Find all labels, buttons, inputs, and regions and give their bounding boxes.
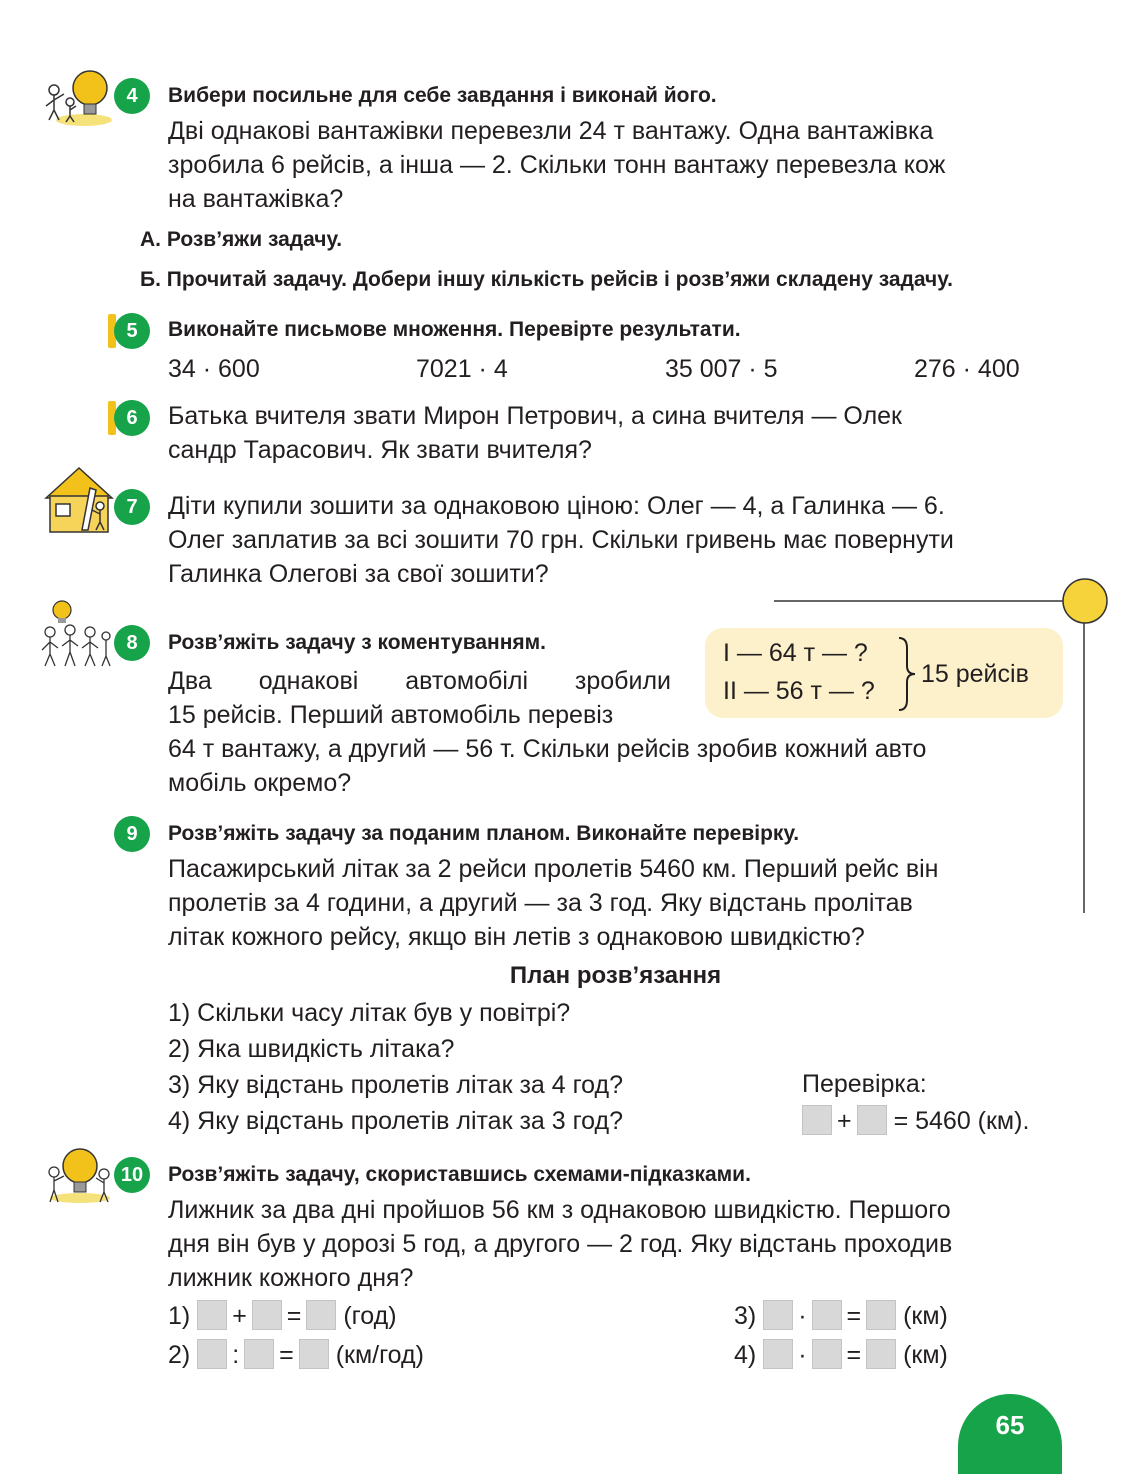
- task-6-text: [168, 399, 1058, 467]
- task-4-line: на вантажівка?: [168, 185, 344, 213]
- check-label: Перевірка:: [802, 1070, 927, 1098]
- answer-box[interactable]: [252, 1300, 282, 1330]
- task-8-illustration: [40, 598, 114, 668]
- operator: +: [232, 1302, 247, 1330]
- task-8-line: [168, 664, 671, 698]
- task-4-line: зробила 6 рейсів, а інша — 2. Скільки тонн вантажу перевезла кож: [168, 151, 946, 179]
- equals-sign: =: [286, 1302, 302, 1330]
- task-4-text: [168, 114, 1068, 216]
- task-9-heading: Розв’яжіть задачу за поданим планом. Виконайте перевірку.: [168, 822, 800, 845]
- task-8-line: 64 т вантажу, а другий — 56 т. Скільки рейсів зробив кожний авто: [168, 735, 927, 763]
- operator: ·: [798, 1302, 807, 1330]
- task-4-option-b: Б. Прочитай задачу. Добери іншу кількість рейсів і розв’яжи складену задачу.: [140, 268, 953, 291]
- task-9-line: пролетів за 4 години, а другий — за 3 год. Яку відстань пролітав: [168, 889, 913, 917]
- task-8-number-badge: 8: [114, 625, 150, 661]
- task-5-number-badge: 5: [114, 313, 150, 349]
- answer-box[interactable]: [812, 1339, 842, 1369]
- operator: :: [232, 1341, 240, 1369]
- equation-number: 3): [734, 1302, 757, 1330]
- task-9-line: літак кожного рейсу, якщо він летів з однаковою швидкістю?: [168, 923, 865, 951]
- task-8-line-text: Два однакові автомобілі зробили: [168, 667, 671, 695]
- unit: (км): [903, 1302, 948, 1330]
- answer-box[interactable]: [857, 1105, 887, 1135]
- task-5-expression: 34 · 600: [168, 355, 260, 383]
- task-10-illustration: [42, 1146, 114, 1204]
- answer-box[interactable]: [802, 1105, 832, 1135]
- answer-box[interactable]: [866, 1300, 896, 1330]
- task-10-line: дня він був у дорозі 5 год, а другого — 2 год. Яку відстань проходив: [168, 1230, 953, 1258]
- plan-item: 1) Скільки часу літак був у повітрі?: [168, 999, 571, 1027]
- task-7-illustration: [42, 464, 116, 534]
- task-8-heading: Розв’яжіть задачу з коментуванням.: [168, 631, 546, 654]
- task-10-line: Лижник за два дні пройшов 56 км з однаковою швидкістю. Першого: [168, 1196, 951, 1224]
- unit: (год): [343, 1302, 397, 1330]
- task-9-number-badge: 9: [114, 816, 150, 852]
- plan-item: 4) Яку відстань пролетів літак за 3 год?: [168, 1107, 624, 1135]
- equation-number: 2): [168, 1341, 191, 1369]
- task-4-illustration: [40, 64, 112, 126]
- answer-box[interactable]: [306, 1300, 336, 1330]
- page-number-tab: [958, 1394, 1062, 1474]
- task-4-number-badge: 4: [114, 78, 150, 114]
- task-5-expression: 7021 · 4: [416, 355, 508, 383]
- task-5-expression: 276 · 400: [914, 355, 1020, 383]
- task-10-number-badge: 10: [114, 1157, 150, 1193]
- answer-box[interactable]: [197, 1300, 227, 1330]
- task-6-line: Батька вчителя звати Мирон Петрович, а сина вчителя — Олек: [168, 402, 902, 430]
- task-9-text: [168, 852, 1068, 954]
- scheme-row-first: I — 64 т — ?: [723, 639, 868, 667]
- plan-item: 2) Яка швидкість літака?: [168, 1035, 455, 1063]
- scheme-row-second: II — 56 т — ?: [723, 677, 875, 705]
- plan-item: 3) Яку відстань пролетів літак за 4 год?: [168, 1071, 624, 1099]
- scheme-total: 15 рейсів: [921, 660, 1029, 688]
- equation-number: 1): [168, 1302, 191, 1330]
- equation-2: [168, 1337, 424, 1373]
- plus-sign: +: [837, 1107, 852, 1135]
- task-7-line: Галинка Олегові за свої зошити?: [168, 560, 549, 588]
- task-6-number-badge: 6: [114, 400, 150, 436]
- equation-number: 4): [734, 1341, 757, 1369]
- equation-3: [734, 1298, 948, 1334]
- task-6-line: сандр Тарасович. Як звати вчителя?: [168, 436, 592, 464]
- operator: ·: [798, 1341, 807, 1369]
- task-10-text: [168, 1193, 1068, 1295]
- task-4-line: Дві однакові вантажівки перевезли 24 т вантажу. Одна вантажівка: [168, 117, 934, 145]
- task-10-line: лижник кожного дня?: [168, 1264, 414, 1292]
- answer-box[interactable]: [763, 1339, 793, 1369]
- answer-box[interactable]: [866, 1339, 896, 1369]
- task-8-line: мобіль окремо?: [168, 769, 352, 797]
- scheme-brace: [897, 636, 917, 712]
- answer-box[interactable]: [812, 1300, 842, 1330]
- task-10-heading: Розв’яжіть задачу, скориставшись схемами-підказками.: [168, 1163, 751, 1186]
- equals-sign: =: [846, 1302, 862, 1330]
- equals-sign: =: [846, 1341, 862, 1369]
- plan-list: [168, 995, 623, 1139]
- task-7-line: Діти купили зошити за однаковою ціною: Олег — 4, а Галинка — 6.: [168, 492, 945, 520]
- answer-box[interactable]: [763, 1300, 793, 1330]
- answer-box[interactable]: [299, 1339, 329, 1369]
- check-result: = 5460 (км).: [893, 1107, 1030, 1135]
- answer-box[interactable]: [244, 1339, 274, 1369]
- equals-sign: =: [279, 1341, 294, 1369]
- page-number: 65: [995, 1410, 1025, 1440]
- task-7-text: [168, 489, 1068, 591]
- equation-4: [734, 1337, 948, 1373]
- unit: (км): [903, 1341, 948, 1369]
- check-equation: [802, 1103, 1029, 1139]
- task-4-heading: Вибери посильне для себе завдання і виконай його.: [168, 84, 717, 107]
- answer-box[interactable]: [197, 1339, 227, 1369]
- task-8-scheme: [705, 628, 1063, 718]
- task-9-line: Пасажирський літак за 2 рейси пролетів 5460 км. Перший рейс він: [168, 855, 939, 883]
- task-4-option-a: А. Розв’яжи задачу.: [140, 228, 343, 251]
- task-7-number-badge: 7: [114, 489, 150, 525]
- task-5-heading: Виконайте письмове множення. Перевірте результати.: [168, 318, 741, 341]
- unit: (км/год): [335, 1341, 424, 1369]
- equation-1: [168, 1298, 397, 1334]
- plan-title: План розв’язання: [509, 962, 722, 989]
- task-5-expression: 35 007 · 5: [665, 355, 778, 383]
- task-8-line: 15 рейсів. Перший автомобіль перевіз: [168, 701, 614, 729]
- task-7-line: Олег заплатив за всі зошити 70 грн. Скільки гривень має повернути: [168, 526, 954, 554]
